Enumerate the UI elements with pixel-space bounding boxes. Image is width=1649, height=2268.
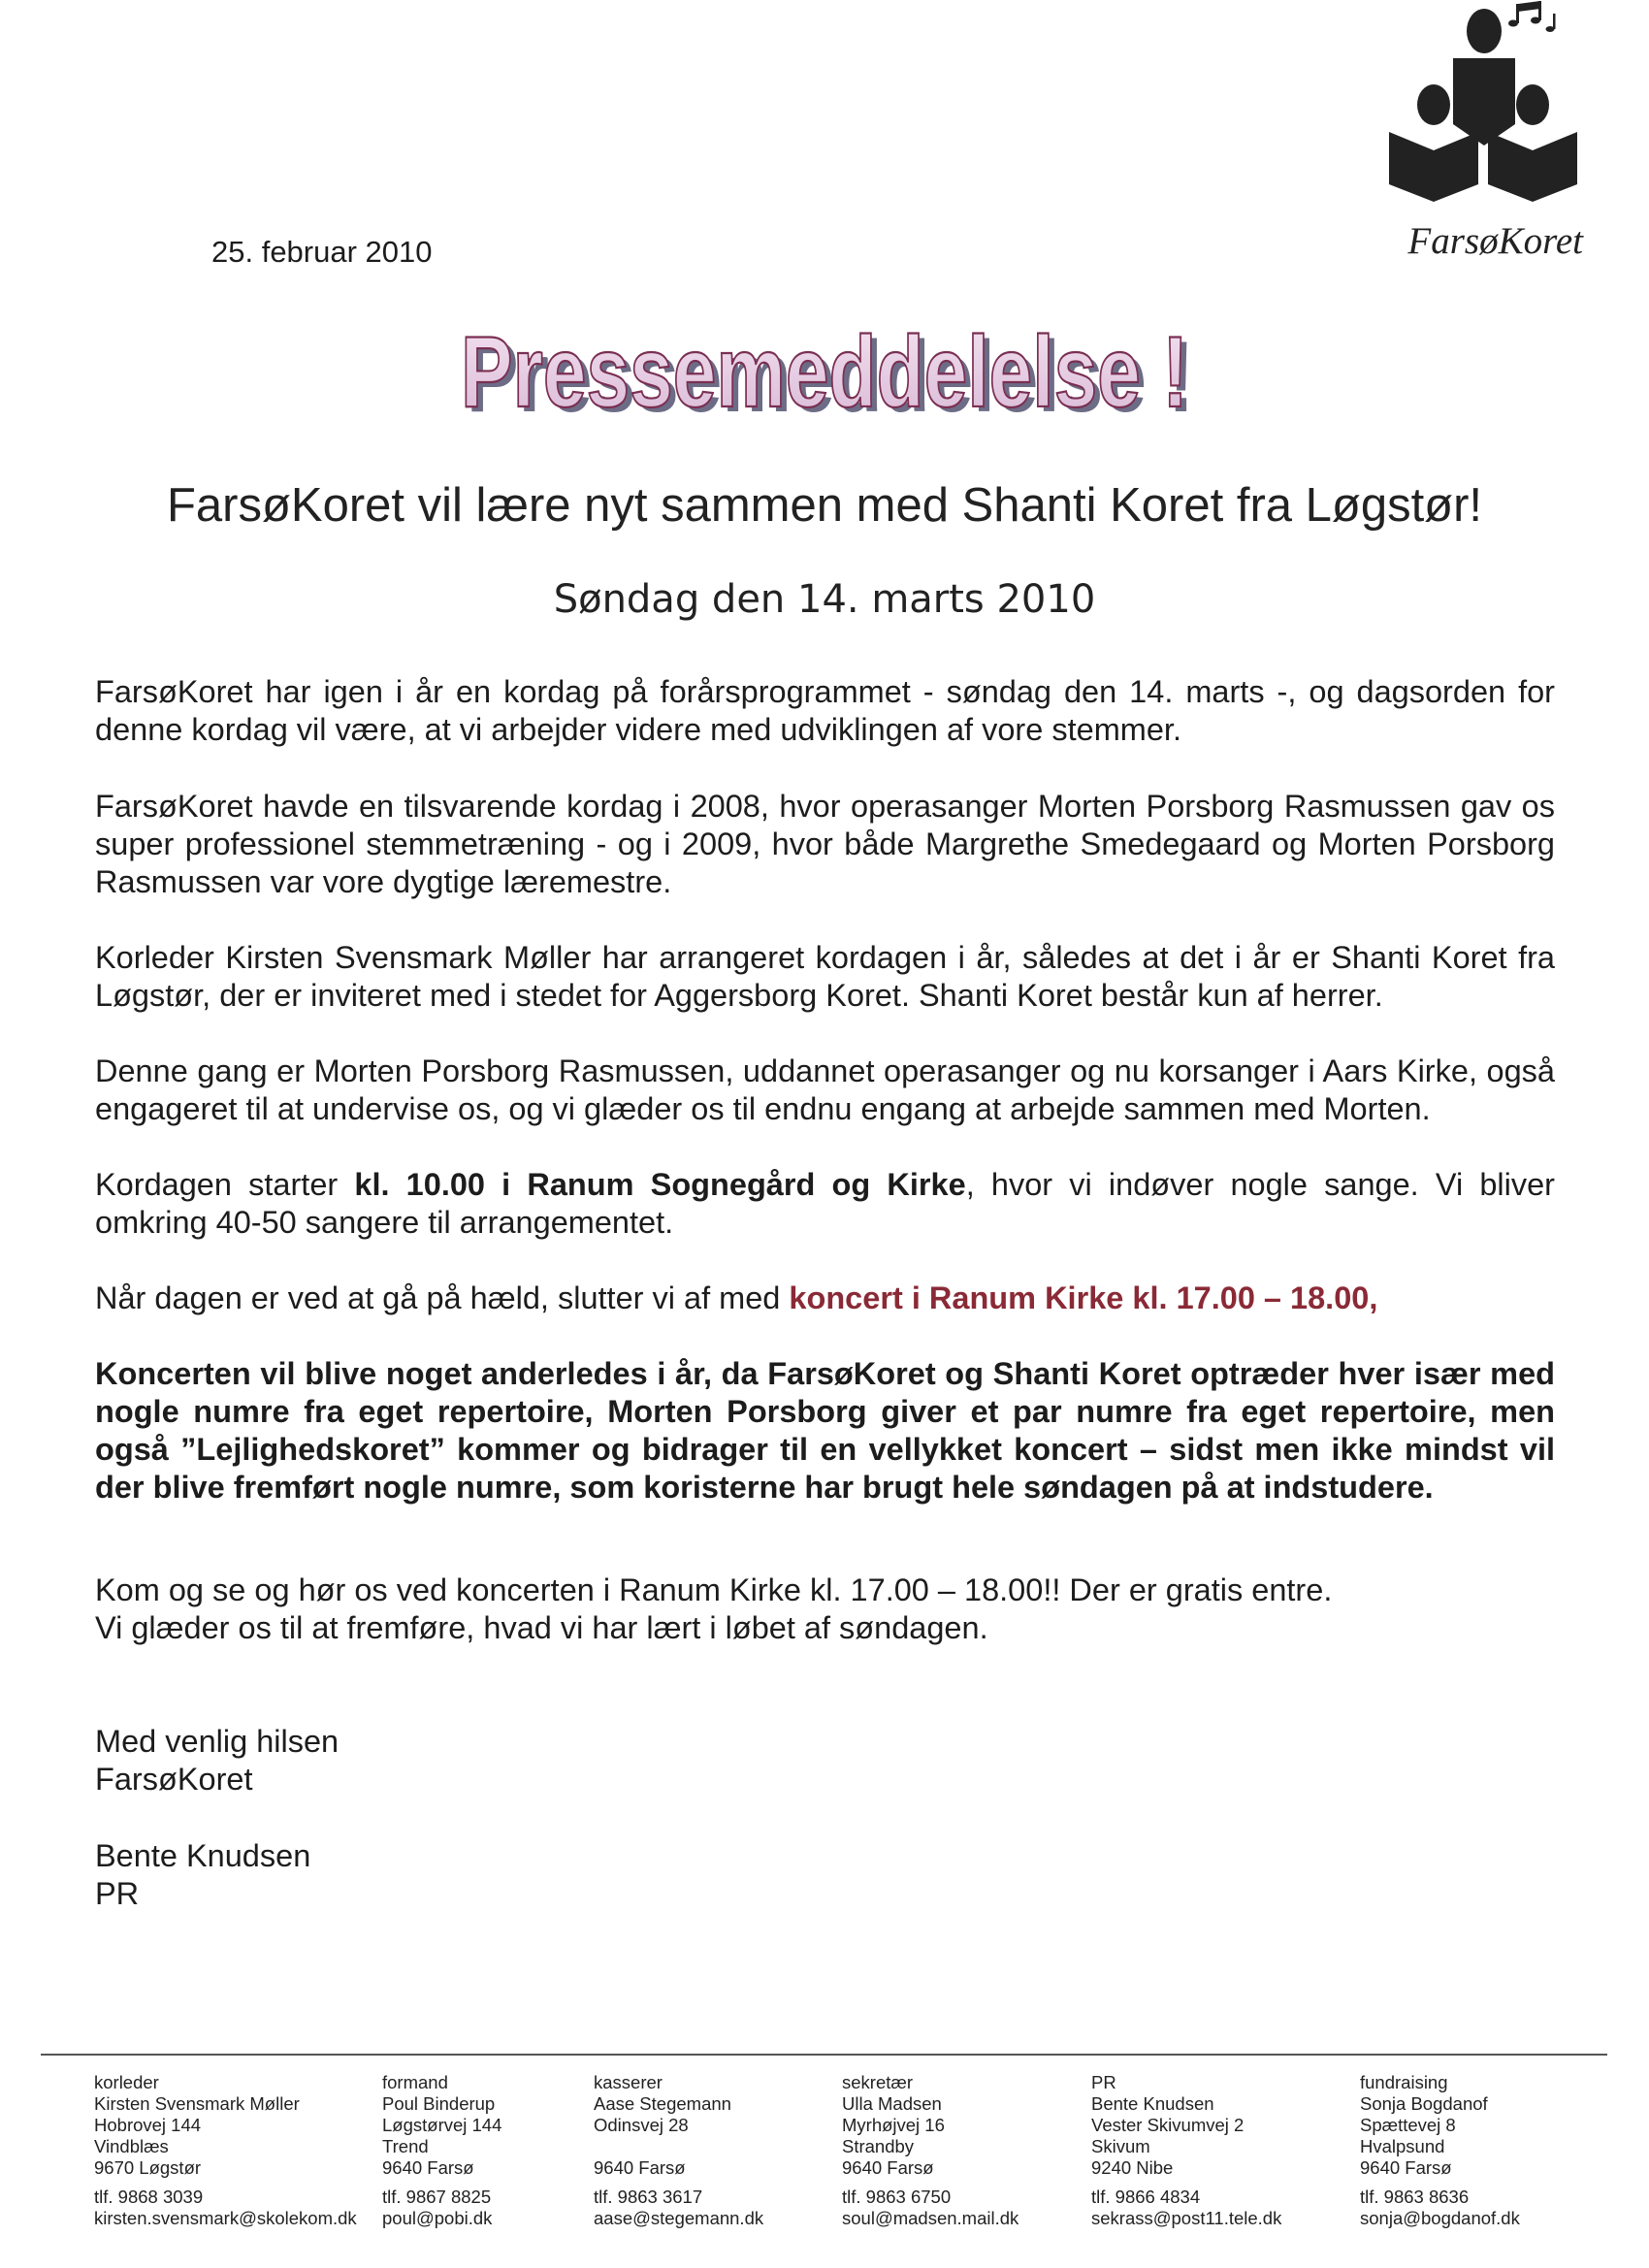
contact-postcode: 9670 Løgstør <box>94 2157 202 2178</box>
contact-email: kirsten.svensmark@skolekom.dk <box>94 2208 357 2228</box>
contact-address: Myrhøjvej 16 <box>842 2115 945 2135</box>
greeting-org: FarsøKoret <box>95 1762 253 1797</box>
contact-locality: Hvalpsund <box>1360 2136 1445 2156</box>
contact-email: sonja@bogdanof.dk <box>1360 2208 1520 2228</box>
sender-role: PR <box>95 1876 140 1911</box>
concert-time-place: koncert i Ranum Kirke kl. 17.00 – 18.00, <box>789 1280 1378 1315</box>
schedule-text-end: , hvor vi indøver nogle sange. Vi bliver omkring 40-50 sangere til arrangementet. <box>95 1167 1555 1240</box>
footer-contact-kasserer <box>594 2072 763 2229</box>
schedule-time-place: kl. 10.00 i Ranum Sognegård og Kirke <box>354 1167 966 1202</box>
contact-postcode: 9640 Farsø <box>1360 2157 1452 2178</box>
contact-email: aase@stegemann.dk <box>594 2208 764 2228</box>
footer-contact-sekretaer <box>842 2072 1018 2229</box>
paragraph-concert <box>95 1280 1555 1317</box>
contact-address: Vester Skivumvej 2 <box>1091 2115 1245 2135</box>
contact-locality: Vindblæs <box>94 2136 169 2156</box>
press-release-title-shadow: Pressemeddelelse ! <box>467 321 1194 429</box>
contact-phone: tlf. 9866 4834 <box>1091 2187 1201 2207</box>
press-release-title-text: Pressemeddelelse ! <box>461 316 1188 429</box>
footer-contact-pr <box>1091 2072 1281 2229</box>
contact-name: Sonja Bogdanof <box>1360 2093 1488 2114</box>
contact-email: poul@pobi.dk <box>382 2208 493 2228</box>
contact-email: sekrass@post11.tele.dk <box>1091 2208 1282 2228</box>
press-release-title <box>0 312 1649 429</box>
greeting-text: Med venlig hilsen <box>95 1724 340 1759</box>
contact-address: Odinsvej 28 <box>594 2115 689 2135</box>
event-date: Søndag den 14. marts 2010 <box>553 577 1096 622</box>
contact-locality: Strandby <box>842 2136 915 2156</box>
contact-phone: tlf. 9868 3039 <box>94 2187 204 2207</box>
contact-address: Hobrovej 144 <box>94 2115 202 2135</box>
headline: FarsøKoret vil lære nyt sammen med Shanti Koret fra Løgstør! <box>166 479 1483 532</box>
logo-wordmark: FarsøKoret <box>1407 220 1583 262</box>
contact-role: korleder <box>94 2072 159 2092</box>
invitation-line-2: Vi glæder os til at fremføre, hvad vi har lært i løbet af søndagen. <box>95 1610 988 1645</box>
contact-name: Aase Stegemann <box>594 2093 731 2114</box>
contact-phone: tlf. 9863 8636 <box>1360 2187 1470 2207</box>
concert-text-start: Når dagen er ved at gå på hæld, slutter vi af med <box>95 1280 790 1315</box>
contact-email: soul@madsen.mail.dk <box>842 2208 1019 2228</box>
contact-address: Spættevej 8 <box>1360 2115 1456 2135</box>
contact-phone: tlf. 9863 3617 <box>594 2187 703 2207</box>
paragraph-history: FarsøKoret havde en tilsvarende kordag i 2008, hvor operasanger Morten Porsborg Rasmussen gav os super professionel stemmetræning - og i 2009, hvor både Margrethe Smedegaard og Morten Porsborg Rasmussen var vore dygtige læremestre. <box>95 789 1555 899</box>
signature-greeting <box>95 1723 339 1798</box>
contact-role: sekretær <box>842 2072 913 2092</box>
contact-address: Løgstørvej 144 <box>382 2115 502 2135</box>
footer-divider <box>41 2054 1607 2056</box>
footer-contact-fundraising <box>1360 2072 1520 2229</box>
paragraph-schedule <box>95 1166 1555 1242</box>
letter-date: 25. februar 2010 <box>211 235 433 269</box>
contact-name: Bente Knudsen <box>1091 2093 1214 2114</box>
schedule-text-start: Kordagen starter <box>95 1167 355 1202</box>
sender-name: Bente Knudsen <box>95 1838 311 1873</box>
contact-phone: tlf. 9867 8825 <box>382 2187 492 2207</box>
paragraph-concert-program: Koncerten vil blive noget anderledes i år, da FarsøKoret og Shanti Koret optræder hver især med nogle numre fra eget repertoire, Morten Porsborg giver et par numre fra eget repertoire, men også ”Lejlighedskoret” kommer og bidrager til en vellykket koncert – sidst men ikke mindst vil der blive fremført nogle numre, som koristerne har brugt hele søndagen på at indstudere. <box>95 1356 1555 1505</box>
paragraph-intro: FarsøKoret har igen i år en kordag på forårsprogrammet - søndag den 14. marts -, og dagsorden for denne kordag vil være, at vi arbejder videre med udviklingen af vore stemmer. <box>95 674 1555 747</box>
contact-postcode: 9240 Nibe <box>1091 2157 1174 2178</box>
contact-postcode: 9640 Farsø <box>382 2157 474 2178</box>
contact-locality: Trend <box>382 2136 429 2156</box>
contact-role: formand <box>382 2072 448 2092</box>
footer-contact-formand <box>382 2072 501 2229</box>
contact-name: Kirsten Svensmark Møller <box>94 2093 300 2114</box>
contact-name: Poul Binderup <box>382 2093 496 2114</box>
contact-role: fundraising <box>1360 2072 1448 2092</box>
contact-phone: tlf. 9863 6750 <box>842 2187 952 2207</box>
paragraph-invitation <box>95 1571 1555 1647</box>
contact-postcode: 9640 Farsø <box>842 2157 934 2178</box>
paragraph-organizer: Korleder Kirsten Svensmark Møller har arrangeret kordagen i år, således at det i år er Shanti Koret fra Løgstør, der er inviteret med i stedet for Aggersborg Koret. Shanti Koret består kun af herrer. <box>95 940 1555 1013</box>
contact-postcode: 9640 Farsø <box>594 2157 686 2178</box>
signature-sender <box>95 1837 310 1913</box>
contact-locality: Skivum <box>1091 2136 1150 2156</box>
paragraph-teacher: Denne gang er Morten Porsborg Rasmussen, uddannet operasanger og nu korsanger i Aars Kirke, også engageret til at undervise os, og vi glæder os til endnu engang at arbejde sammen med Morten. <box>95 1053 1555 1126</box>
contact-locality <box>594 2136 763 2157</box>
contact-role: kasserer <box>594 2072 663 2092</box>
invitation-line-1: Kom og se og hør os ved koncerten i Ranum Kirke kl. 17.00 – 18.00!! Der er gratis entre. <box>95 1572 1333 1607</box>
footer-contact-korleder <box>94 2072 357 2229</box>
contact-name: Ulla Madsen <box>842 2093 942 2114</box>
contact-role: PR <box>1091 2072 1116 2092</box>
